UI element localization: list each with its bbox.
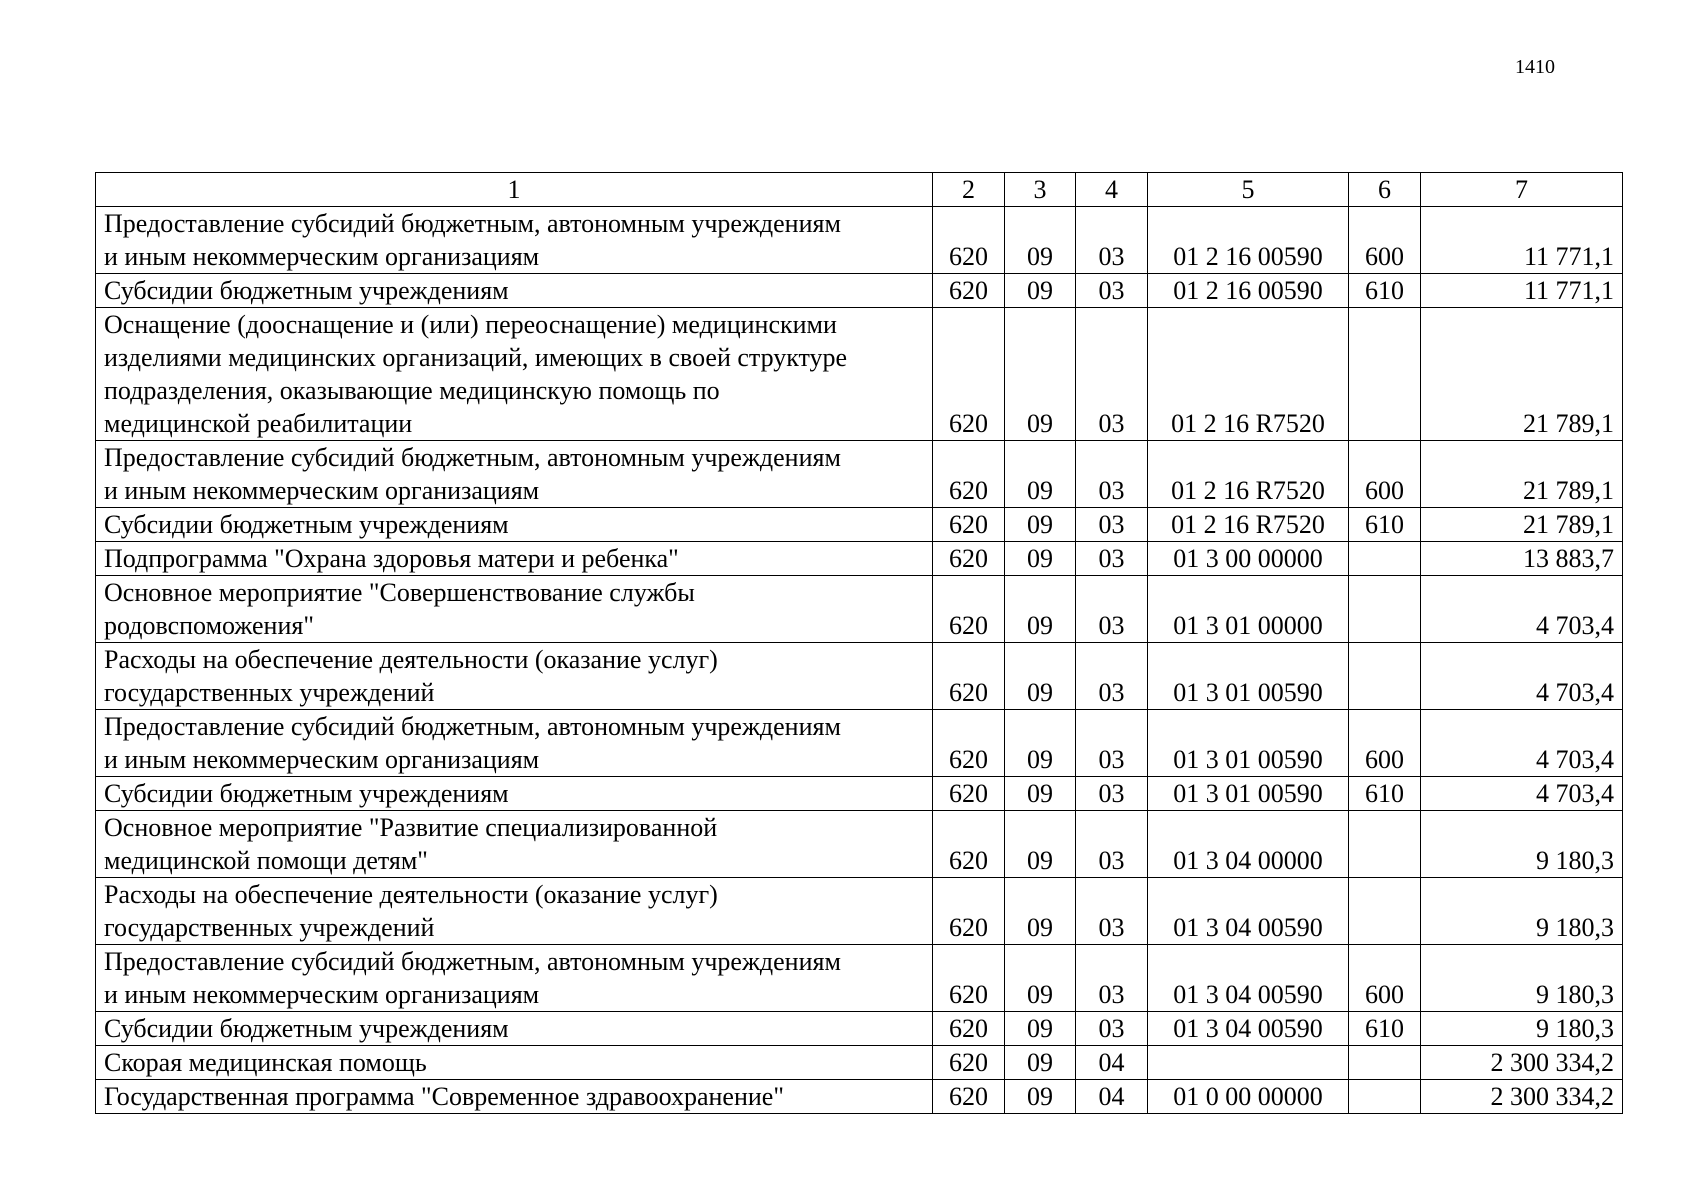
subsection-code-cell: 03 xyxy=(1076,207,1148,274)
description-line: Предоставление субсидий бюджетным, автономным учреждениям xyxy=(104,443,841,472)
ministry-code-cell: 620 xyxy=(933,542,1005,576)
subsection-code-cell: 03 xyxy=(1076,508,1148,542)
expense-type-code-cell: 600 xyxy=(1349,207,1421,274)
row-description xyxy=(96,643,933,710)
target-item-code-cell: 01 3 01 00590 xyxy=(1148,710,1349,777)
section-code-cell: 09 xyxy=(1005,274,1076,308)
subsection-code-cell: 03 xyxy=(1076,542,1148,576)
target-item-code-cell xyxy=(1148,1046,1349,1080)
description-line: Подпрограмма "Охрана здоровья матери и ребенка" xyxy=(104,544,679,573)
table-row xyxy=(96,274,1623,308)
row-description xyxy=(96,542,933,576)
description-line: Оснащение (дооснащение и (или) переоснащение) медицинскими xyxy=(104,310,837,339)
amount-cell: 9 180,3 xyxy=(1421,811,1623,878)
expense-type-code-cell xyxy=(1349,576,1421,643)
amount-cell: 13 883,7 xyxy=(1421,542,1623,576)
table-row xyxy=(96,811,1623,878)
description-line: и иным некоммерческим организациям xyxy=(104,242,540,271)
target-item-code-cell: 01 2 16 R7520 xyxy=(1148,441,1349,508)
target-item-code-cell: 01 2 16 R7520 xyxy=(1148,508,1349,542)
description-line: Предоставление субсидий бюджетным, автономным учреждениям xyxy=(104,209,841,238)
ministry-code-cell: 620 xyxy=(933,576,1005,643)
subsection-code-cell: 03 xyxy=(1076,945,1148,1012)
ministry-code-cell: 620 xyxy=(933,643,1005,710)
ministry-code-cell: 620 xyxy=(933,878,1005,945)
amount-cell: 21 789,1 xyxy=(1421,508,1623,542)
ministry-code-cell: 620 xyxy=(933,274,1005,308)
target-item-code-cell: 01 3 01 00000 xyxy=(1148,576,1349,643)
row-description xyxy=(96,308,933,441)
ministry-code-cell: 620 xyxy=(933,945,1005,1012)
description-line: Субсидии бюджетным учреждениям xyxy=(104,1014,509,1043)
expense-type-code-cell xyxy=(1349,542,1421,576)
table-row xyxy=(96,1046,1623,1080)
description-line: Основное мероприятие "Развитие специализированной xyxy=(104,813,718,842)
amount-cell: 4 703,4 xyxy=(1421,777,1623,811)
table-row xyxy=(96,1080,1623,1114)
subsection-code-cell: 03 xyxy=(1076,710,1148,777)
section-code-cell: 09 xyxy=(1005,1012,1076,1046)
row-description xyxy=(96,508,933,542)
subsection-code-cell: 03 xyxy=(1076,441,1148,508)
page-number: 1410 xyxy=(1515,56,1555,78)
subsection-code-cell: 03 xyxy=(1076,308,1148,441)
target-item-code-cell: 01 3 01 00590 xyxy=(1148,643,1349,710)
amount-cell: 11 771,1 xyxy=(1421,274,1623,308)
header-row xyxy=(96,173,1623,207)
target-item-code-cell: 01 3 04 00590 xyxy=(1148,1012,1349,1046)
section-code-cell: 09 xyxy=(1005,710,1076,777)
table-row xyxy=(96,777,1623,811)
row-description xyxy=(96,274,933,308)
ministry-code-cell: 620 xyxy=(933,441,1005,508)
subsection-code-cell: 03 xyxy=(1076,643,1148,710)
expense-type-code-cell: 610 xyxy=(1349,777,1421,811)
row-description xyxy=(96,710,933,777)
description-line: государственных учреждений xyxy=(104,678,435,707)
description-line: медицинской помощи детям" xyxy=(104,846,428,875)
section-code-cell: 09 xyxy=(1005,576,1076,643)
amount-cell: 2 300 334,2 xyxy=(1421,1080,1623,1114)
table-row xyxy=(96,441,1623,508)
ministry-code-cell: 620 xyxy=(933,811,1005,878)
description-line: медицинской реабилитации xyxy=(104,409,413,438)
ministry-code-cell: 620 xyxy=(933,308,1005,441)
expense-type-code-cell xyxy=(1349,308,1421,441)
section-code-cell: 09 xyxy=(1005,811,1076,878)
description-line: Предоставление субсидий бюджетным, автономным учреждениям xyxy=(104,712,841,741)
expense-type-code-cell xyxy=(1349,878,1421,945)
amount-cell: 2 300 334,2 xyxy=(1421,1046,1623,1080)
ministry-code-cell: 620 xyxy=(933,710,1005,777)
section-code-cell: 09 xyxy=(1005,508,1076,542)
table-row xyxy=(96,1012,1623,1046)
table-row xyxy=(96,508,1623,542)
expense-type-code-cell: 610 xyxy=(1349,508,1421,542)
target-item-code-cell: 01 2 16 00590 xyxy=(1148,207,1349,274)
table-row xyxy=(96,710,1623,777)
table-row xyxy=(96,308,1623,441)
section-code-cell: 09 xyxy=(1005,777,1076,811)
amount-cell: 21 789,1 xyxy=(1421,308,1623,441)
target-item-code-cell: 01 2 16 00590 xyxy=(1148,274,1349,308)
ministry-code-cell: 620 xyxy=(933,1012,1005,1046)
target-item-code-cell: 01 0 00 00000 xyxy=(1148,1080,1349,1114)
description-line: Субсидии бюджетным учреждениям xyxy=(104,779,509,808)
section-code-cell: 09 xyxy=(1005,1080,1076,1114)
header-cell-2: 2 xyxy=(933,173,1005,207)
expense-type-code-cell: 610 xyxy=(1349,274,1421,308)
target-item-code-cell: 01 3 04 00590 xyxy=(1148,878,1349,945)
table-row xyxy=(96,878,1623,945)
header-cell-6: 6 xyxy=(1349,173,1421,207)
row-description xyxy=(96,1080,933,1114)
section-code-cell: 09 xyxy=(1005,945,1076,1012)
ministry-code-cell: 620 xyxy=(933,508,1005,542)
header-cell-1: 1 xyxy=(96,173,933,207)
subsection-code-cell: 04 xyxy=(1076,1080,1148,1114)
description-line: Субсидии бюджетным учреждениям xyxy=(104,276,509,305)
description-line: Расходы на обеспечение деятельности (оказание услуг) xyxy=(104,645,718,674)
description-line: Предоставление субсидий бюджетным, автономным учреждениям xyxy=(104,947,841,976)
expense-type-code-cell xyxy=(1349,1080,1421,1114)
header-cell-5: 5 xyxy=(1148,173,1349,207)
description-line: изделиями медицинских организаций, имеющих в своей структуре xyxy=(104,343,848,372)
target-item-code-cell: 01 3 01 00590 xyxy=(1148,777,1349,811)
description-line: родовспоможения" xyxy=(104,611,314,640)
amount-cell: 9 180,3 xyxy=(1421,1012,1623,1046)
row-description xyxy=(96,811,933,878)
section-code-cell: 09 xyxy=(1005,643,1076,710)
amount-cell: 4 703,4 xyxy=(1421,710,1623,777)
description-line: Субсидии бюджетным учреждениям xyxy=(104,510,509,539)
description-line: и иным некоммерческим организациям xyxy=(104,745,540,774)
subsection-code-cell: 03 xyxy=(1076,274,1148,308)
target-item-code-cell: 01 3 00 00000 xyxy=(1148,542,1349,576)
amount-cell: 11 771,1 xyxy=(1421,207,1623,274)
row-description xyxy=(96,576,933,643)
section-code-cell: 09 xyxy=(1005,542,1076,576)
description-line: Государственная программа "Современное здравоохранение" xyxy=(104,1082,784,1111)
expense-type-code-cell xyxy=(1349,1046,1421,1080)
row-description xyxy=(96,207,933,274)
row-description xyxy=(96,878,933,945)
expense-type-code-cell: 600 xyxy=(1349,710,1421,777)
table-row xyxy=(96,542,1623,576)
section-code-cell: 09 xyxy=(1005,308,1076,441)
table-row xyxy=(96,643,1623,710)
header-cell-7: 7 xyxy=(1421,173,1623,207)
description-line: и иным некоммерческим организациям xyxy=(104,476,540,505)
section-code-cell: 09 xyxy=(1005,878,1076,945)
section-code-cell: 09 xyxy=(1005,441,1076,508)
expense-type-code-cell: 600 xyxy=(1349,441,1421,508)
expense-type-code-cell xyxy=(1349,643,1421,710)
description-line: Скорая медицинская помощь xyxy=(104,1048,427,1077)
subsection-code-cell: 03 xyxy=(1076,811,1148,878)
target-item-code-cell: 01 2 16 R7520 xyxy=(1148,308,1349,441)
ministry-code-cell: 620 xyxy=(933,1046,1005,1080)
expense-type-code-cell: 600 xyxy=(1349,945,1421,1012)
description-line: подразделения, оказывающие медицинскую помощь по xyxy=(104,376,720,405)
expense-type-code-cell: 610 xyxy=(1349,1012,1421,1046)
description-line: Расходы на обеспечение деятельности (оказание услуг) xyxy=(104,880,718,909)
ministry-code-cell: 620 xyxy=(933,1080,1005,1114)
table-body xyxy=(96,207,1623,1114)
header-cell-4: 4 xyxy=(1076,173,1148,207)
subsection-code-cell: 04 xyxy=(1076,1046,1148,1080)
row-description xyxy=(96,945,933,1012)
amount-cell: 4 703,4 xyxy=(1421,643,1623,710)
header-cell-3: 3 xyxy=(1005,173,1076,207)
description-line: Основное мероприятие "Совершенствование службы xyxy=(104,578,695,607)
amount-cell: 4 703,4 xyxy=(1421,576,1623,643)
subsection-code-cell: 03 xyxy=(1076,777,1148,811)
amount-cell: 9 180,3 xyxy=(1421,878,1623,945)
table-row xyxy=(96,576,1623,643)
amount-cell: 9 180,3 xyxy=(1421,945,1623,1012)
table-row xyxy=(96,945,1623,1012)
target-item-code-cell: 01 3 04 00000 xyxy=(1148,811,1349,878)
row-description xyxy=(96,1012,933,1046)
row-description xyxy=(96,441,933,508)
ministry-code-cell: 620 xyxy=(933,207,1005,274)
amount-cell: 21 789,1 xyxy=(1421,441,1623,508)
subsection-code-cell: 03 xyxy=(1076,576,1148,643)
row-description xyxy=(96,1046,933,1080)
subsection-code-cell: 03 xyxy=(1076,1012,1148,1046)
description-line: и иным некоммерческим организациям xyxy=(104,980,540,1009)
table-row xyxy=(96,207,1623,274)
target-item-code-cell: 01 3 04 00590 xyxy=(1148,945,1349,1012)
section-code-cell: 09 xyxy=(1005,1046,1076,1080)
budget-table xyxy=(95,172,1623,1114)
section-code-cell: 09 xyxy=(1005,207,1076,274)
subsection-code-cell: 03 xyxy=(1076,878,1148,945)
row-description xyxy=(96,777,933,811)
description-line: государственных учреждений xyxy=(104,913,435,942)
ministry-code-cell: 620 xyxy=(933,777,1005,811)
expense-type-code-cell xyxy=(1349,811,1421,878)
